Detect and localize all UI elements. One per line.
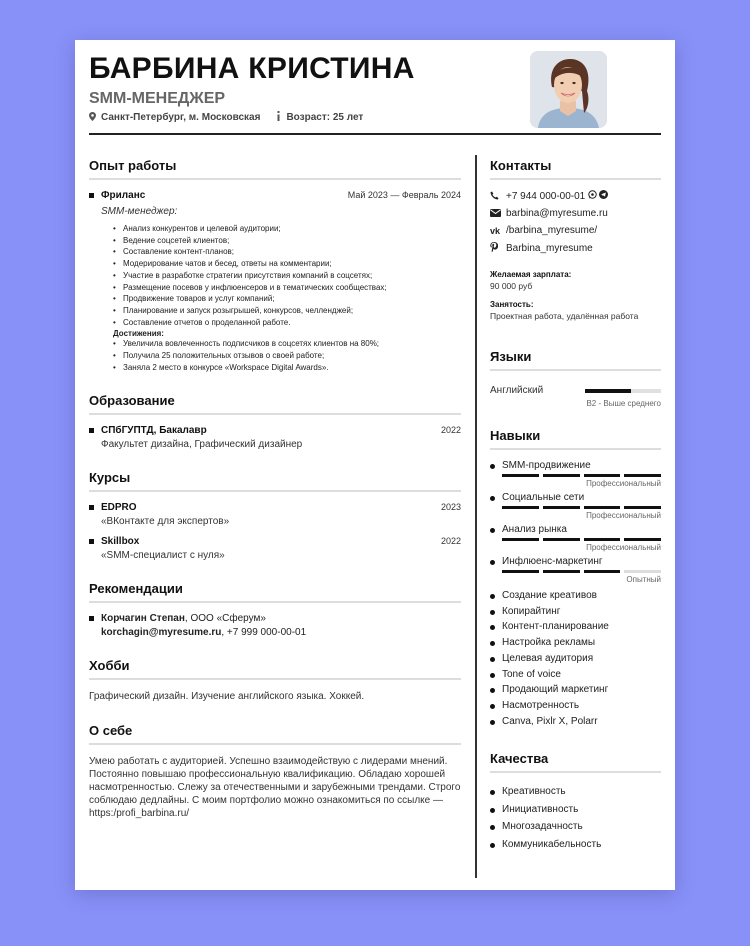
quality-item: Инициативность (490, 801, 661, 819)
contacts-heading: Контакты (490, 158, 661, 180)
rated-skills (490, 460, 661, 584)
right-column (490, 158, 661, 853)
skill-level-segment (584, 538, 621, 541)
recommender-name: Корчагин Степан (101, 613, 185, 625)
job-entry (89, 190, 461, 373)
skill-name: Инфлюенс-маркетинг (490, 556, 661, 567)
skill-item: Целевая аудитория (490, 651, 661, 667)
skill-rated-item (490, 556, 661, 584)
course-name: EDPRO (101, 502, 137, 514)
course-entry (89, 502, 461, 527)
job-title: SMM-МЕНЕДЖЕР (89, 90, 226, 107)
header-divider (89, 133, 661, 135)
employment-block (490, 300, 661, 321)
skill-level-segment (543, 570, 580, 573)
skill-level: Опытный (626, 575, 661, 584)
job-period: Май 2023 — Февраль 2024 (347, 190, 461, 200)
skill-level-segment (584, 474, 621, 477)
qualities-heading: Качества (490, 751, 661, 773)
education-heading: Образование (89, 393, 461, 415)
skill-level-segment (502, 538, 539, 541)
recommender-email[interactable]: korchagin@myresume.ru (101, 627, 222, 639)
skill-item: Tone of voice (490, 667, 661, 683)
achievements-label: Достижения: (113, 329, 164, 339)
skill-level-segment (543, 538, 580, 541)
list-item: • Продвижение товаров и услуг компаний; (113, 293, 461, 305)
recommendations-section (89, 581, 461, 638)
language-level: B2 - Выше среднего (586, 399, 661, 408)
skills-section (490, 428, 661, 729)
quality-item: Многозадачность (490, 818, 661, 836)
contact-vk[interactable]: /barbina_myresume/ (506, 225, 598, 236)
header-meta (89, 111, 363, 123)
mail-icon (490, 209, 506, 219)
skill-level-segment (502, 474, 539, 477)
list-item: • Составление отчетов о проделанной работе. (113, 317, 461, 329)
skill-item: Продающий маркетинг (490, 682, 661, 698)
language-level-fill (585, 389, 631, 393)
skill-level: Профессиональный (586, 479, 661, 488)
skill-item: Копирайтинг (490, 604, 661, 620)
skill-level-segment (624, 570, 661, 573)
left-column (89, 158, 461, 820)
skill-rated-item (490, 524, 661, 552)
recommendations-heading: Рекомендации (89, 581, 461, 603)
list-item: • Увеличила вовлеченность подписчиков в соцсетях клиентов на 80%; (113, 338, 461, 350)
contact-email-row (490, 208, 661, 219)
skill-level-segment (502, 570, 539, 573)
hobby-heading: Хобби (89, 658, 461, 680)
education-detail: Факультет дизайна, Графический дизайнер (101, 439, 303, 451)
education-entry (89, 425, 461, 450)
contact-email[interactable]: barbina@myresume.ru (506, 208, 608, 219)
vk-icon: vk (490, 225, 501, 236)
skill-level-segment (624, 538, 661, 541)
course-name: Skillbox (101, 536, 140, 548)
about-text: Умею работать с аудиторией. Успешно взаимодействую с лидерами мнений. Постоянно повышаю профессиональную квалификацию. Обладаю хорошей насмотренностью. Слежу за отечественными и зарубежными трендами. Строго соблюдаю дедлайны. С моим портфолио можно ознакомиться по ссылке — https:/profi_barbina.ru/ (89, 756, 461, 820)
skill-item: Canva, Pixlr X, Polarr (490, 714, 661, 730)
languages-heading: Языки (490, 349, 661, 371)
skill-level-segment (624, 506, 661, 509)
achievements-list (113, 338, 461, 373)
skill-level: Профессиональный (586, 511, 661, 520)
salary-label: Желаемая зарплата: (490, 270, 572, 279)
skill-name: SMM-продвижение (490, 460, 661, 471)
quality-item: Креативность (490, 783, 661, 801)
skill-level-segment (624, 474, 661, 477)
list-item: • Получила 25 положительных отзывов о своей работе; (113, 350, 461, 362)
pinterest-icon (490, 242, 506, 254)
language-row (490, 385, 661, 396)
education-name: СПбГУПТД, Бакалавр (101, 425, 207, 437)
recommendation-entry (89, 613, 461, 638)
course-year: 2022 (440, 536, 461, 547)
salary-value: 90 000 руб (490, 281, 533, 291)
courses-section (89, 470, 461, 561)
skill-level-segment (543, 474, 580, 477)
courses-heading: Курсы (89, 470, 461, 492)
about-heading: О себе (89, 723, 461, 745)
resume-page (75, 40, 675, 890)
skill-level: Профессиональный (586, 543, 661, 552)
whatsapp-icon[interactable] (588, 190, 597, 202)
skill-item: Контент-планирование (490, 619, 661, 635)
language-level-bar (585, 389, 661, 393)
education-section (89, 393, 461, 450)
list-item: • Участие в разработке стратегии присутствия компаний в соцсетях; (113, 270, 461, 282)
job-role: SMM-менеджер: (101, 206, 178, 217)
skill-rated-item (490, 492, 661, 520)
avatar (530, 51, 607, 128)
course-entry (89, 536, 461, 561)
employment-label: Занятость: (490, 300, 534, 309)
list-item: • Заняла 2 место в конкурсе «Workspace Digital Awards». (113, 362, 461, 374)
contacts-section (490, 158, 661, 321)
employment-value: Проектная работа, удалённая работа (490, 311, 639, 321)
skills-heading: Навыки (490, 428, 661, 450)
skill-level-segment (543, 506, 580, 509)
experience-heading: Опыт работы (89, 158, 461, 180)
skill-level-bar (502, 474, 661, 477)
list-item: • Составление контент-планов; (113, 246, 461, 258)
full-name: БАРБИНА КРИСТИНА (89, 52, 415, 85)
salary-block (490, 270, 661, 291)
skill-item: Настройка рекламы (490, 635, 661, 651)
qualities-section (490, 751, 661, 853)
skill-name: Анализ рынка (490, 524, 661, 535)
course-year: 2023 (440, 502, 461, 513)
recommender-company: , ООО «Сферум» (184, 613, 266, 625)
list-item: • Планирование и запуск розыгрышей, конкурсов, челленджей; (113, 305, 461, 317)
other-skills (490, 588, 661, 729)
recommender-phone: , +7 999 000-00-01 (221, 627, 307, 639)
about-section (89, 723, 461, 820)
qualities-list (490, 783, 661, 853)
skill-item: Насмотренность (490, 698, 661, 714)
skill-level-segment (584, 506, 621, 509)
skill-name: Социальные сети (490, 492, 661, 503)
language-name: Английский (490, 385, 544, 396)
map-pin-icon (89, 112, 96, 123)
column-divider (475, 155, 477, 878)
phone-icon (490, 191, 506, 202)
list-item: • Анализ конкурентов и целевой аудитории; (113, 223, 461, 235)
list-item: • Размещение посевов у инфлюенсеров и в тематических сообществах; (113, 282, 461, 294)
languages-section (490, 349, 661, 408)
quality-item: Коммуникабельность (490, 836, 661, 854)
job-company: Фриланс (101, 190, 146, 201)
contact-vk-row (490, 225, 661, 236)
contact-phone[interactable]: +7 944 000-00-01 (506, 190, 586, 202)
location: Санкт-Петербург, м. Московская (101, 111, 261, 123)
course-detail: «ВКонтакте для экспертов» (101, 516, 230, 528)
list-item: • Модерирование чатов и бесед, ответы на комментарии; (113, 258, 461, 270)
age: Возраст: 25 лет (286, 111, 364, 123)
hobby-text: Графический дизайн. Изучение английского языка. Хоккей. (89, 691, 365, 703)
skill-item: Создание креативов (490, 588, 661, 604)
contact-phone-row (490, 190, 661, 202)
telegram-icon[interactable] (599, 190, 608, 202)
skill-level-bar (502, 506, 661, 509)
skill-level-bar (502, 538, 661, 541)
course-detail: «SMM-специалист с нуля» (101, 550, 225, 562)
skill-level-segment (584, 570, 621, 573)
contact-pinterest-row (490, 242, 661, 254)
education-year: 2022 (440, 425, 461, 436)
list-item: • Ведение соцсетей клиентов; (113, 235, 461, 247)
experience-section (89, 158, 461, 373)
info-icon (276, 111, 281, 123)
contact-pinterest[interactable]: Barbina_myresume (506, 242, 593, 254)
skill-level-bar (502, 570, 661, 573)
skill-rated-item (490, 460, 661, 488)
skill-level-segment (502, 506, 539, 509)
job-tasks (113, 223, 461, 328)
hobby-section (89, 658, 461, 703)
